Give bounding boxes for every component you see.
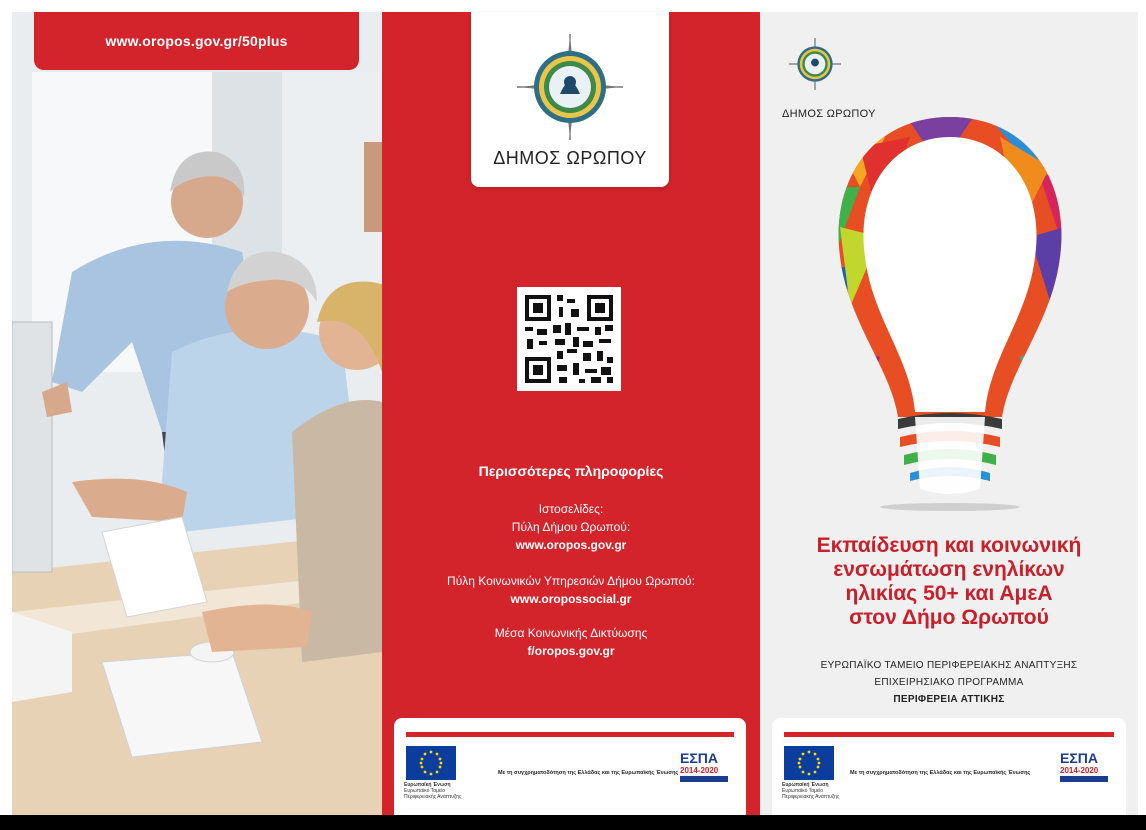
facebook-link[interactable]: f/oropos.gov.gr	[527, 644, 615, 658]
eu-flag-icon	[406, 746, 456, 780]
municipality-seal-logo-small	[788, 37, 842, 91]
website-url-tab[interactable]: www.oropos.gov.gr/50plus	[34, 12, 359, 70]
programme-name: ΕΠΙΧΕΙΡΗΣΙΑΚΟ ΠΡΟΓΡΑΜΜΑ	[874, 677, 1024, 688]
social-services-link[interactable]: www.oropossocial.gr	[510, 592, 632, 606]
brochure-title: Εκπαίδευση και κοινωνική ενσωμάτωση ενηλίκων ηλικίας 50+ και ΑμεΑ στον Δήμο Ωρωπού	[816, 534, 1082, 629]
municipality-name-small: ΔΗΜΟΣ ΩΡΩΠΟΥ	[782, 108, 876, 120]
fund-name: ΕΥΡΩΠΑΪΚΟ ΤΑΜΕΙΟ ΠΕΡΙΦΕΡΕΙΑΚΗΣ ΑΝΑΠΤΥΞΗΣ	[820, 660, 1078, 671]
more-info-heading: Περισσότερες πληροφορίες	[478, 463, 664, 479]
footer-divider	[406, 732, 734, 737]
municipality-name: ΔΗΜΟΣ ΩΡΩΠΟΥ	[493, 148, 647, 168]
cover-panel	[760, 12, 1138, 815]
funding-footer-right	[772, 718, 1126, 815]
social-services-label: Πύλη Κοινωνικών Υπηρεσιών Δήμου Ωρωπού:	[447, 574, 695, 588]
info-panel	[382, 12, 760, 815]
footer-divider	[784, 732, 1114, 737]
region-name: ΠΕΡΙΦΕΡΕΙΑ ΑΤΤΙΚΗΣ	[893, 694, 1005, 705]
qr-code[interactable]	[517, 287, 621, 391]
eu-caption: Ευρωπαϊκή Ένωση Ευρωπαϊκό Ταμείο Περιφερειακής Ανάπτυξης	[782, 782, 840, 800]
cofunding-text: Με τη συγχρηματοδότηση της Ελλάδας και της Ευρωπαϊκής Ένωσης	[498, 770, 679, 776]
cofunding-text: Με τη συγχρηματοδότηση της Ελλάδας και της Ευρωπαϊκής Ένωσης	[850, 770, 1031, 776]
espa-logo: ΕΣΠΑ 2014-2020	[680, 750, 728, 790]
social-media-label: Μέσα Κοινωνικής Δικτύωσης	[494, 626, 648, 640]
portal-label: Πύλη Δήμου Ωρωπού:	[511, 520, 631, 534]
espa-logo: ΕΣΠΑ 2014-2020	[1060, 750, 1108, 790]
eu-flag-icon	[784, 746, 834, 780]
municipality-seal-logo	[515, 32, 625, 142]
seniors-computer-photo	[12, 12, 382, 815]
municipality-logo-card	[471, 12, 669, 187]
lightbulb-illustration	[820, 107, 1080, 512]
photo-panel	[12, 12, 382, 815]
funding-footer-mid	[394, 718, 746, 815]
portal-link[interactable]: www.oropos.gov.gr	[515, 538, 627, 552]
eu-caption: Ευρωπαϊκή Ένωση Ευρωπαϊκό Ταμείο Περιφερειακής Ανάπτυξης	[404, 782, 462, 800]
websites-label: Ιστοσελίδες:	[538, 502, 604, 516]
bottom-black-bar	[0, 815, 1146, 830]
